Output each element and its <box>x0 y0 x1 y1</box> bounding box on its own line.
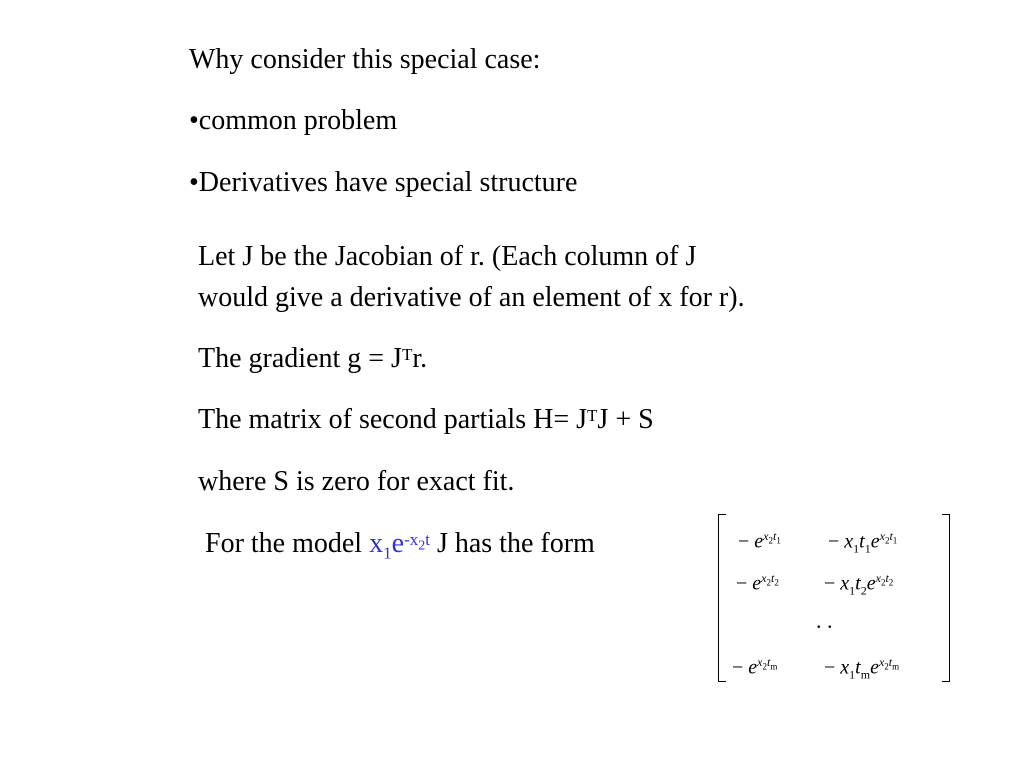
model-text <box>205 527 595 571</box>
matrix-cell-r1-c1: − $e^{x_2t_1}$ <box>738 529 781 553</box>
exact-fit-text: where S is zero for exact fit. <box>198 466 515 497</box>
jacobian-text-line2: would give a derivative of an element of x for r). <box>198 282 745 313</box>
left-bracket <box>718 514 726 682</box>
transpose-sup: T <box>587 406 598 425</box>
matrix-cell-r2-c1: − $e^{x_2t_2}$ <box>736 571 779 595</box>
gradient-text <box>198 342 427 376</box>
model-pre: For the model <box>205 528 370 559</box>
model-post: J has the form <box>429 528 595 559</box>
hessian-post: J + S <box>597 404 654 435</box>
matrix-cell-rm-c1: − $e^{x_2t_m}$ <box>732 655 778 679</box>
bullet-common-problem: •common problem <box>189 105 398 136</box>
model-formula: $x_1e^{-x_2t}$ <box>369 528 430 563</box>
hessian-text <box>198 403 654 437</box>
bullet-derivatives: •Derivatives have special structure <box>189 167 578 198</box>
jacobian-text-line1: Let J be the Jacobian of r. (Each column of J <box>198 241 697 272</box>
gradient-post: r. <box>412 343 428 374</box>
jacobian-matrix <box>718 514 950 682</box>
transpose-sup: T <box>401 345 413 364</box>
matrix-ellipsis: . . <box>816 608 833 633</box>
right-bracket <box>942 514 950 682</box>
slide-heading: Why consider this special case: <box>189 44 541 75</box>
matrix-cell-r2-c2: − $x_1t_2e^{x_2t_2}$ <box>824 571 894 598</box>
matrix-cell-rm-c2: − $x_1t_me^{x_2t_m}$ <box>824 655 900 682</box>
hessian-pre: The matrix of second partials H= J <box>198 404 588 435</box>
gradient-pre: The gradient g = J <box>198 343 402 374</box>
matrix-cell-r1-c2: − $x_1t_1e^{x_2t_1}$ <box>828 529 898 556</box>
